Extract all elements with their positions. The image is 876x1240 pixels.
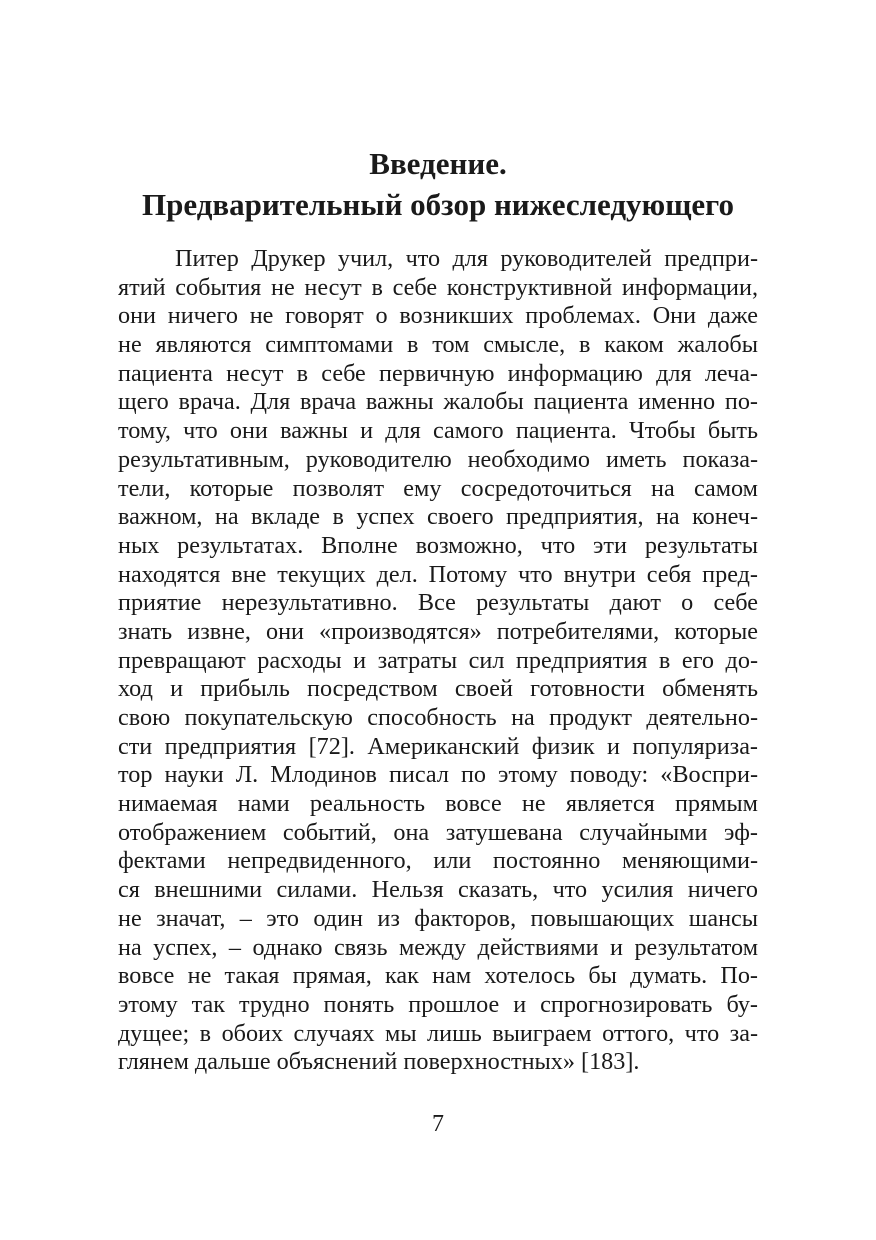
- paragraph-line: щего врача. Для врача важны жалобы пациента именно по-: [118, 388, 758, 416]
- paragraph-line: результативным, руководителю необходимо иметь показа-: [118, 445, 758, 473]
- paragraph-line: тели, которые позволят ему сосредоточиться на самом: [118, 474, 758, 502]
- paragraph-line: не являются симптомами в том смысле, в каком жалобы: [118, 331, 758, 359]
- paragraph-line: глянем дальше объяснений поверхностных» [183].: [118, 1048, 640, 1076]
- paragraph-line: вовсе не такая прямая, как нам хотелось бы думать. По-: [118, 962, 758, 990]
- paragraph-line: знать извне, они «производятся» потребителями, которые: [118, 617, 758, 645]
- paragraph-line: Питер Друкер учил, что для руководителей предпри-: [175, 245, 758, 272]
- paragraph-line: ся внешними силами. Нельзя сказать, что усилия ничего: [118, 876, 758, 904]
- paragraph-line: превращают расходы и затраты сил предприятия в его до-: [118, 646, 758, 674]
- paragraph-line: тор науки Л. Млодинов писал по этому поводу: «Воспри-: [118, 761, 758, 789]
- paragraph-line: нимаемая нами реальность вовсе не является прямым: [118, 790, 758, 818]
- paragraph-line: фектами непредвиденного, или постоянно меняющими-: [118, 847, 758, 875]
- paragraph-line: пациента несут в себе первичную информацию для леча-: [118, 359, 758, 387]
- paragraph-line: ных результатах. Вполне возможно, что эти результаты: [118, 531, 758, 559]
- paragraph-line: сти предприятия [72]. Американский физик и популяриза-: [118, 732, 758, 760]
- paragraph-line: они ничего не говорят о возникших проблемах. Они даже: [118, 302, 758, 330]
- chapter-title: [0, 143, 876, 225]
- paragraph-line: этому так трудно понять прошлое и спрогнозировать бу-: [118, 990, 758, 1018]
- paragraph-line: свою покупательскую способность на продукт деятельно-: [118, 704, 758, 731]
- paragraph-line: отображением событий, она затушевана случайными эф-: [118, 818, 758, 846]
- paragraph-line: тому, что они важны и для самого пациента. Чтобы быть: [118, 417, 758, 445]
- page-number: 7: [432, 1111, 444, 1137]
- chapter-title-line-2: Предварительный обзор нижеследующего: [142, 187, 734, 222]
- body-paragraph: [118, 245, 758, 1077]
- paragraph-line: ход и прибыль посредством своей готовности обменять: [118, 675, 758, 703]
- paragraph-line: не значат, – это один из факторов, повышающих шансы: [118, 904, 758, 932]
- paragraph-line: находятся вне текущих дел. Потому что внутри себя пред-: [118, 560, 758, 588]
- chapter-title-line-1: Введение.: [369, 146, 507, 181]
- paragraph-line: ятий события не несут в себе конструктивной информации,: [118, 273, 758, 301]
- paragraph-line: дущее; в обоих случаях мы лишь выиграем оттого, что за-: [118, 1019, 758, 1047]
- paragraph-line: приятие нерезультативно. Все результаты дают о себе: [118, 589, 758, 617]
- paragraph-line: важном, на вкладе в успех своего предприятия, на конеч-: [118, 503, 758, 531]
- paragraph-line: на успех, – однако связь между действиями и результатом: [118, 933, 758, 961]
